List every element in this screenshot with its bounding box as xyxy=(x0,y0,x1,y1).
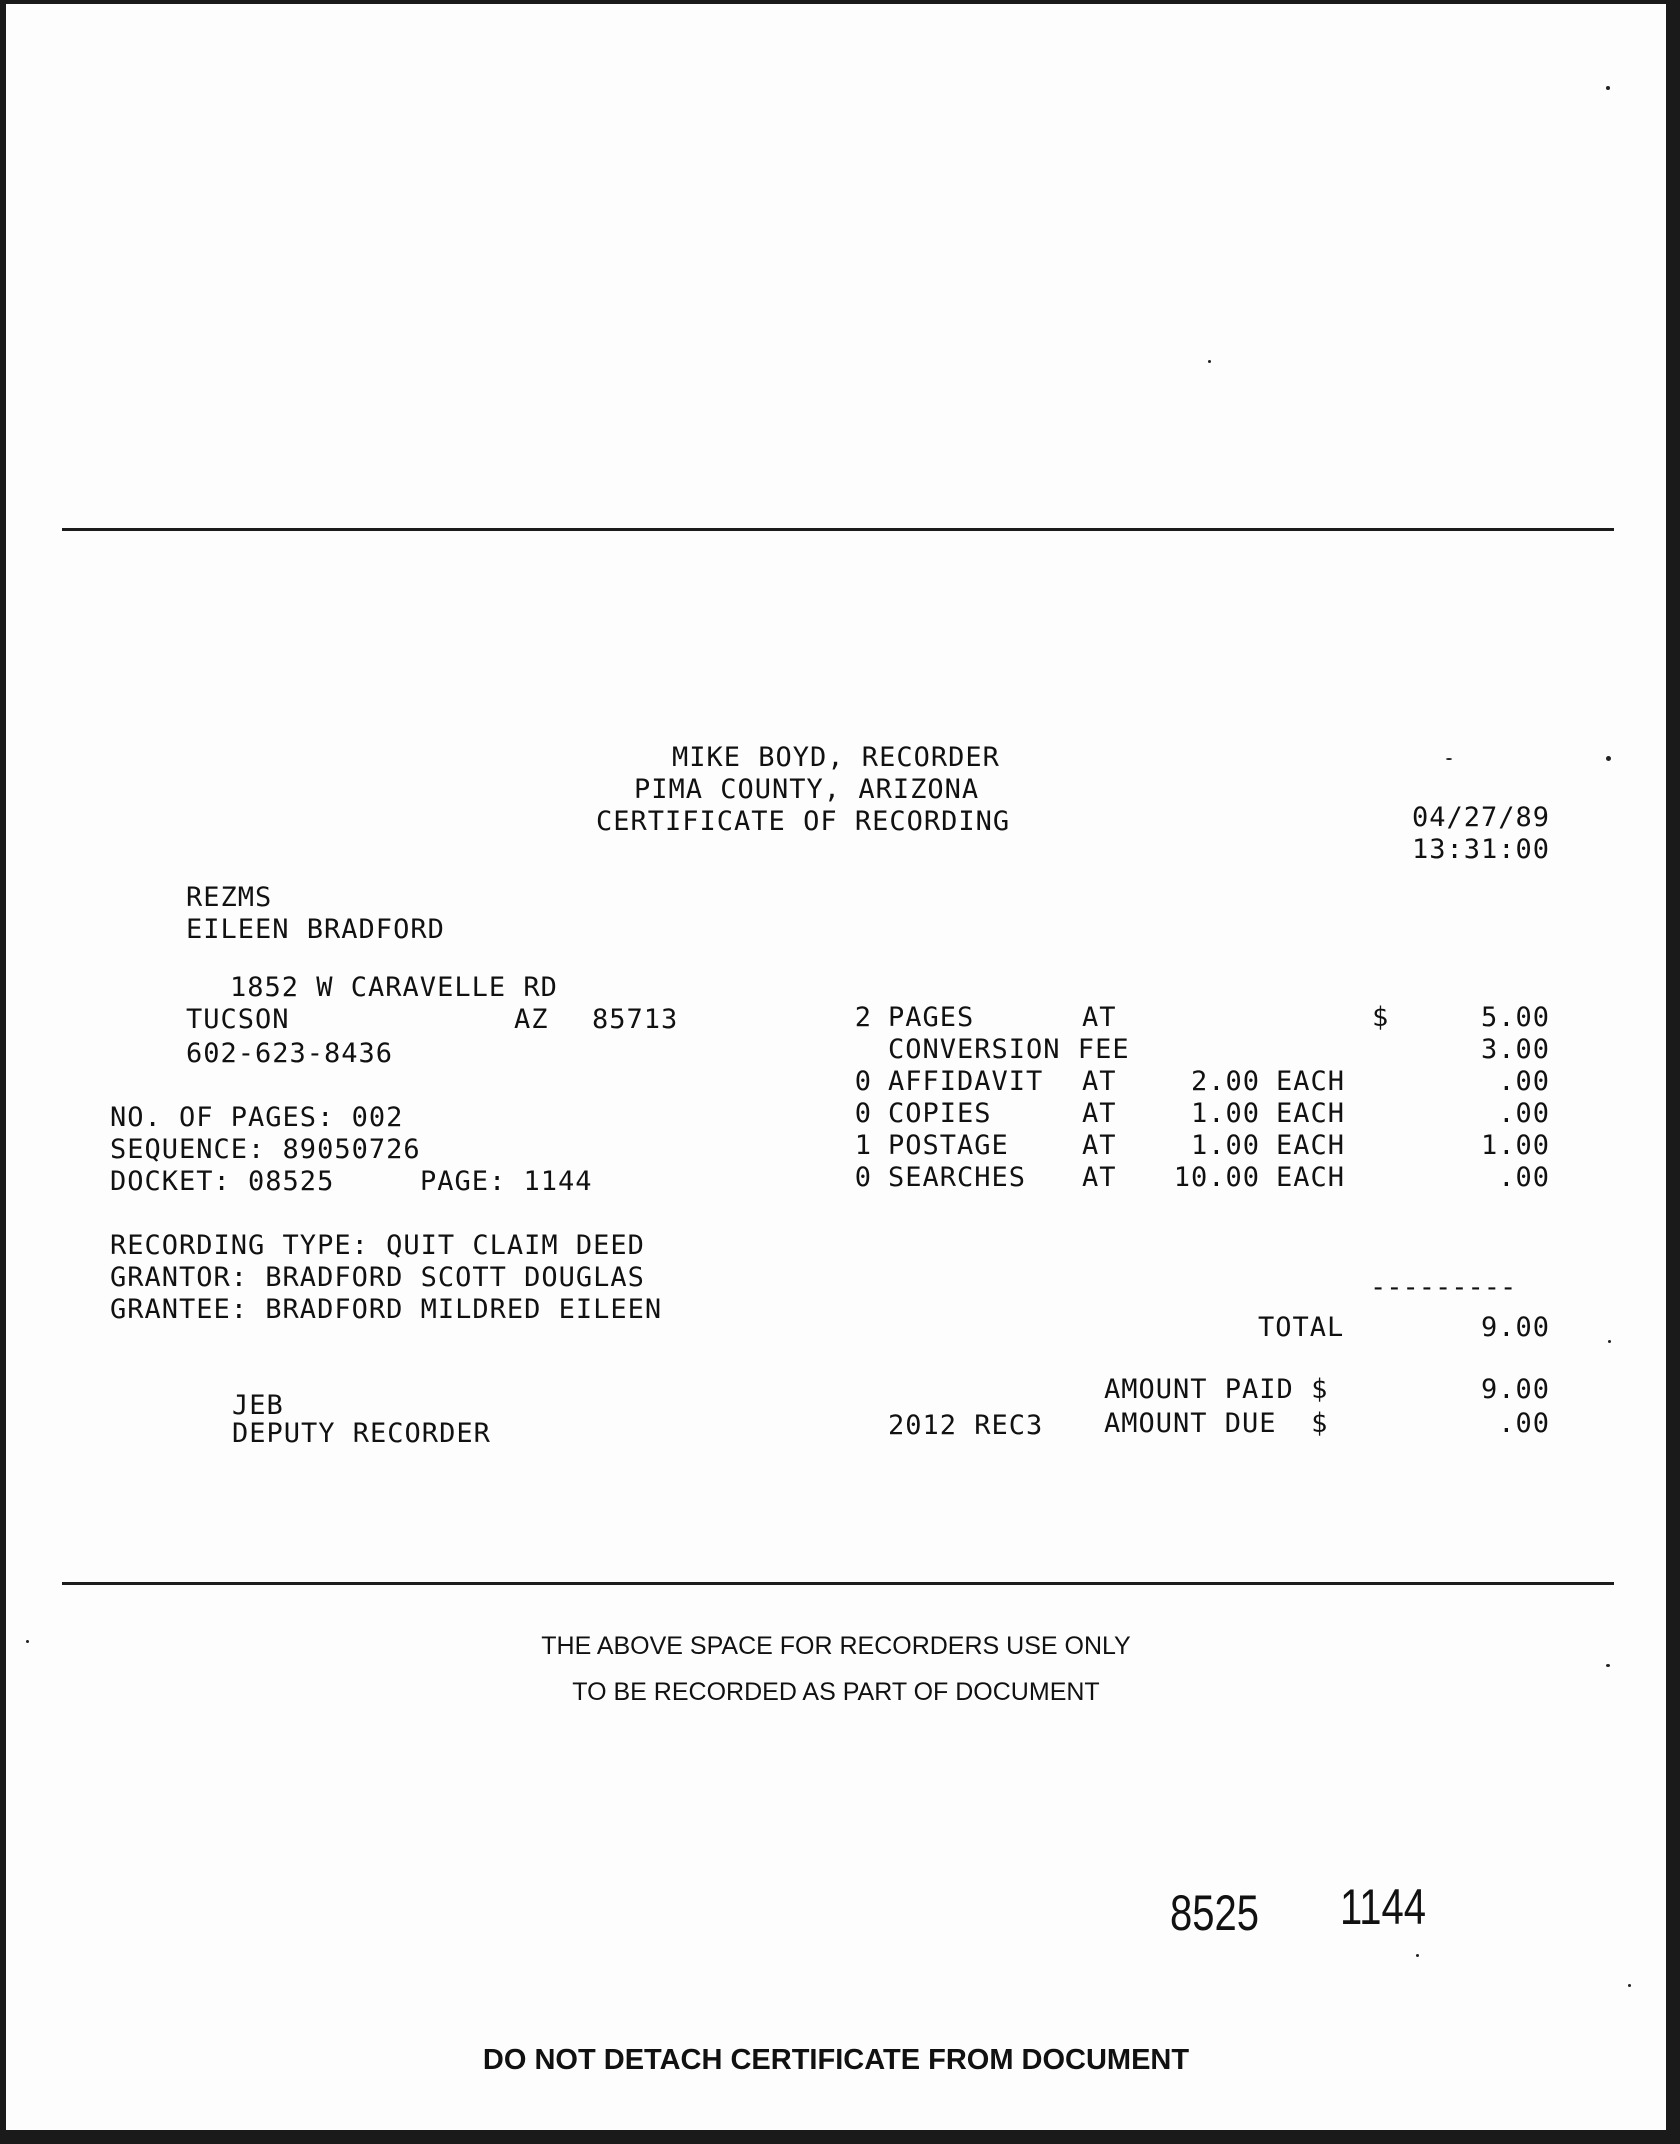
scan-speck xyxy=(1608,1340,1611,1343)
recording-type: RECORDING TYPE: QUIT CLAIM DEED xyxy=(110,1230,645,1261)
certificate-page xyxy=(6,4,1666,2130)
certificate-title: CERTIFICATE OF RECORDING xyxy=(596,806,1011,837)
docket-page: PAGE: 1144 xyxy=(420,1166,593,1197)
fee-at: AT xyxy=(1082,1066,1117,1097)
addressee-phone: 602-623-8436 xyxy=(186,1038,394,1069)
fee-each: EACH xyxy=(1276,1130,1346,1161)
station-code: 2012 REC3 xyxy=(888,1410,1044,1441)
fee-item: AFFIDAVIT xyxy=(888,1066,1044,1097)
amount-due-label: AMOUNT DUE $ xyxy=(1104,1408,1329,1439)
grantor: GRANTOR: BRADFORD SCOTT DOUGLAS xyxy=(110,1262,645,1293)
scan-speck xyxy=(1208,360,1211,363)
sequence-number: SEQUENCE: 89050726 xyxy=(110,1134,421,1165)
fee-rate: 2.00 xyxy=(1190,1066,1260,1097)
grantee: GRANTEE: BRADFORD MILDRED EILEEN xyxy=(110,1294,663,1325)
recorders-use-note: THE ABOVE SPACE FOR RECORDERS USE ONLY xyxy=(541,1632,1131,1660)
fee-amount: 5.00 xyxy=(1480,1002,1550,1033)
recorder-name: MIKE BOYD, RECORDER xyxy=(672,742,1000,773)
total-amount: 9.00 xyxy=(1480,1312,1550,1343)
total-label: TOTAL xyxy=(1258,1312,1345,1343)
docket-number: DOCKET: 08525 xyxy=(110,1166,335,1197)
fee-rate: 1.00 xyxy=(1190,1098,1260,1129)
addressee-name: EILEEN BRADFORD xyxy=(186,914,445,945)
record-as-part-note: TO BE RECORDED AS PART OF DOCUMENT xyxy=(572,1678,1100,1706)
county-state: PIMA COUNTY, ARIZONA xyxy=(634,774,980,805)
fee-qty: 0 xyxy=(854,1066,872,1097)
fee-qty: 0 xyxy=(854,1162,872,1193)
scan-speck xyxy=(1446,758,1452,760)
fee-item: CONVERSION FEE xyxy=(888,1034,1130,1065)
amount-due: .00 xyxy=(1498,1408,1550,1439)
page-number: 1144 xyxy=(1340,1879,1427,1935)
addressee-code: REZMS xyxy=(186,882,273,913)
record-time: 13:31:00 xyxy=(1411,834,1550,865)
fee-amount: .00 xyxy=(1498,1162,1550,1193)
fee-item: SEARCHES xyxy=(888,1162,1027,1193)
scan-speck xyxy=(1416,1954,1419,1957)
addressee-street: 1852 W CARAVELLE RD xyxy=(230,972,558,1003)
deputy-initials: JEB xyxy=(232,1390,284,1421)
fee-amount: .00 xyxy=(1498,1066,1550,1097)
amount-paid-label: AMOUNT PAID $ xyxy=(1104,1374,1329,1405)
scan-speck xyxy=(1606,756,1611,761)
fee-at: AT xyxy=(1082,1002,1117,1033)
fee-qty: 0 xyxy=(854,1098,872,1129)
deputy-title: DEPUTY RECORDER xyxy=(232,1418,491,1449)
fee-item: PAGES xyxy=(888,1002,975,1033)
fee-each: EACH xyxy=(1276,1098,1346,1129)
scan-speck xyxy=(1606,86,1610,90)
bottom-divider xyxy=(62,1582,1614,1585)
top-divider xyxy=(62,528,1614,531)
fee-qty: 1 xyxy=(854,1130,872,1161)
fee-rate: 10.00 xyxy=(1173,1162,1260,1193)
addressee-zip: 85713 xyxy=(592,1004,679,1035)
scan-speck xyxy=(26,1640,29,1643)
fee-amount: 3.00 xyxy=(1480,1034,1550,1065)
fee-amount: 1.00 xyxy=(1480,1130,1550,1161)
scan-speck xyxy=(1606,1664,1610,1667)
record-date: 04/27/89 xyxy=(1411,802,1550,833)
fee-rate: 1.00 xyxy=(1190,1130,1260,1161)
detach-warning: DO NOT DETACH CERTIFICATE FROM DOCUMENT xyxy=(482,2044,1190,2076)
scan-speck xyxy=(1628,1984,1631,1987)
addressee-city: TUCSON xyxy=(186,1004,290,1035)
addressee-state: AZ xyxy=(514,1004,549,1035)
fee-qty: 2 xyxy=(854,1002,872,1033)
fee-at: AT xyxy=(1082,1130,1117,1161)
fee-at: AT xyxy=(1082,1162,1117,1193)
book-number: 8525 xyxy=(1170,1885,1259,1941)
fee-each: EACH xyxy=(1276,1162,1346,1193)
fee-item: COPIES xyxy=(888,1098,992,1129)
fee-item: POSTAGE xyxy=(888,1130,1009,1161)
total-rule: --------- xyxy=(1370,1272,1517,1303)
fee-each: EACH xyxy=(1276,1066,1346,1097)
page-count: NO. OF PAGES: 002 xyxy=(110,1102,404,1133)
fee-amount: .00 xyxy=(1498,1098,1550,1129)
dollar-sign: $ xyxy=(1372,1002,1390,1033)
amount-paid: 9.00 xyxy=(1480,1374,1550,1405)
fee-at: AT xyxy=(1082,1098,1117,1129)
